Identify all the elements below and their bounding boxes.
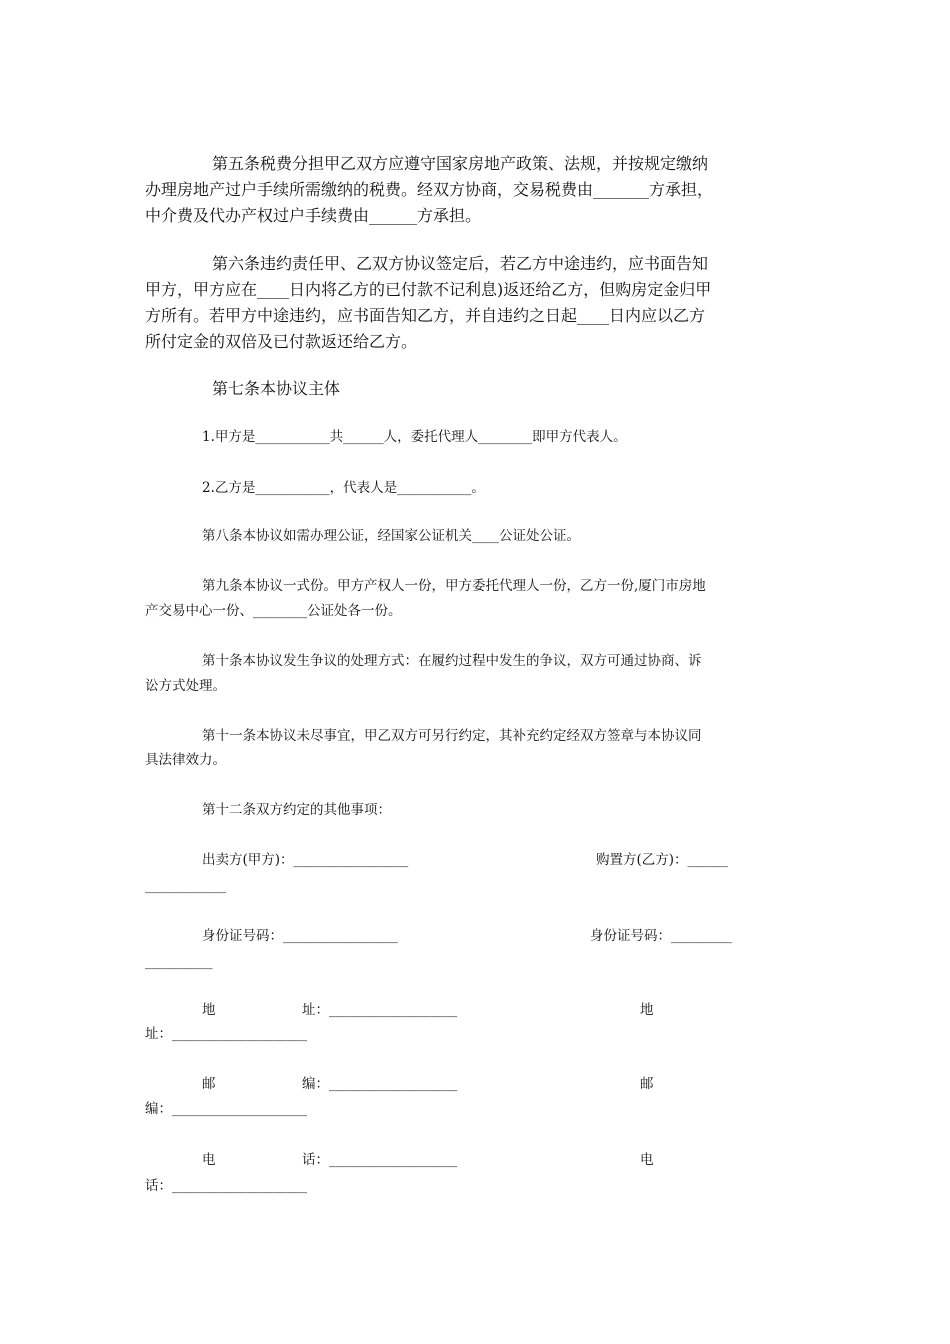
buyer-field: 购置方(乙方)：______	[596, 852, 729, 868]
buyer-id-field: 身份证号码：_________	[590, 928, 732, 944]
buyer-phone-char: 电	[640, 1152, 654, 1168]
buyer-phone-field: 话：____________________	[145, 1178, 307, 1194]
article6-line4: 所付定金的双倍及已付款返还给乙方。	[145, 332, 418, 351]
seller-field: 出卖方(甲方)：_________________	[202, 852, 409, 868]
buyer-address-field: 址：____________________	[145, 1026, 307, 1042]
buyer-zip-field: 编：____________________	[145, 1101, 307, 1117]
article12: 第十二条双方约定的其他事项：	[202, 802, 391, 818]
article6-line3: 方所有。若甲方中途违约，应书面告知乙方，并自违约之日起____日内应以乙方	[145, 306, 706, 325]
article5-line1: 第五条税费分担甲乙双方应遵守国家房地产政策、法规，并按规定缴纳	[212, 154, 709, 173]
article7-title: 第七条本协议主体	[212, 379, 341, 398]
buyer-address-char: 地	[640, 1002, 654, 1018]
article7-item1: 1.甲方是___________共______人，委托代理人________即甲方代表人。	[202, 429, 627, 445]
seller-address-char: 地	[202, 1002, 216, 1018]
article9-line1: 第九条本协议一式份。甲方产权人一份，甲方委托代理人一份，乙方一份,厦门市房地	[202, 578, 706, 594]
article11-line2: 具法律效力。	[145, 752, 226, 768]
buyer-field-continued: ____________	[145, 878, 226, 894]
article10-line1: 第十条本协议发生争议的处理方式：在履约过程中发生的争议，双方可通过协商、诉	[202, 653, 702, 669]
article8: 第八条本协议如需办理公证，经国家公证机关____公证处公证。	[202, 528, 580, 544]
buyer-id-field-continued: __________	[145, 954, 213, 970]
article11-line1: 第十一条本协议未尽事宜，甲乙双方可另行约定，其补充约定经双方签章与本协议同	[202, 728, 702, 744]
seller-phone-char: 电	[202, 1152, 216, 1168]
buyer-zip-char: 邮	[640, 1076, 654, 1092]
article10-line2: 讼方式处理。	[145, 678, 226, 694]
article5-line3: 中介费及代办产权过户手续费由______方承担。	[145, 206, 482, 225]
article9-line2: 产交易中心一份、________公证处各一份。	[145, 603, 402, 619]
article5-line2: 办理房地产过户手续所需缴纳的税费。经双方协商，交易税费由_______方承担，	[145, 180, 714, 199]
article6-line2: 甲方，甲方应在____日内将乙方的已付款不记利息)返还给乙方，但购房定金归甲	[145, 280, 712, 299]
seller-address-field: 址：___________________	[302, 1002, 458, 1018]
seller-phone-field: 话：___________________	[302, 1152, 458, 1168]
seller-id-field: 身份证号码：_________________	[202, 928, 398, 944]
article6-line1: 第六条违约责任甲、乙双方协议签定后，若乙方中途违约，应书面告知	[212, 254, 709, 273]
seller-zip-char: 邮	[202, 1076, 216, 1092]
article7-item2: 2.乙方是___________，代表人是___________。	[202, 480, 485, 496]
seller-zip-field: 编：___________________	[302, 1076, 458, 1092]
